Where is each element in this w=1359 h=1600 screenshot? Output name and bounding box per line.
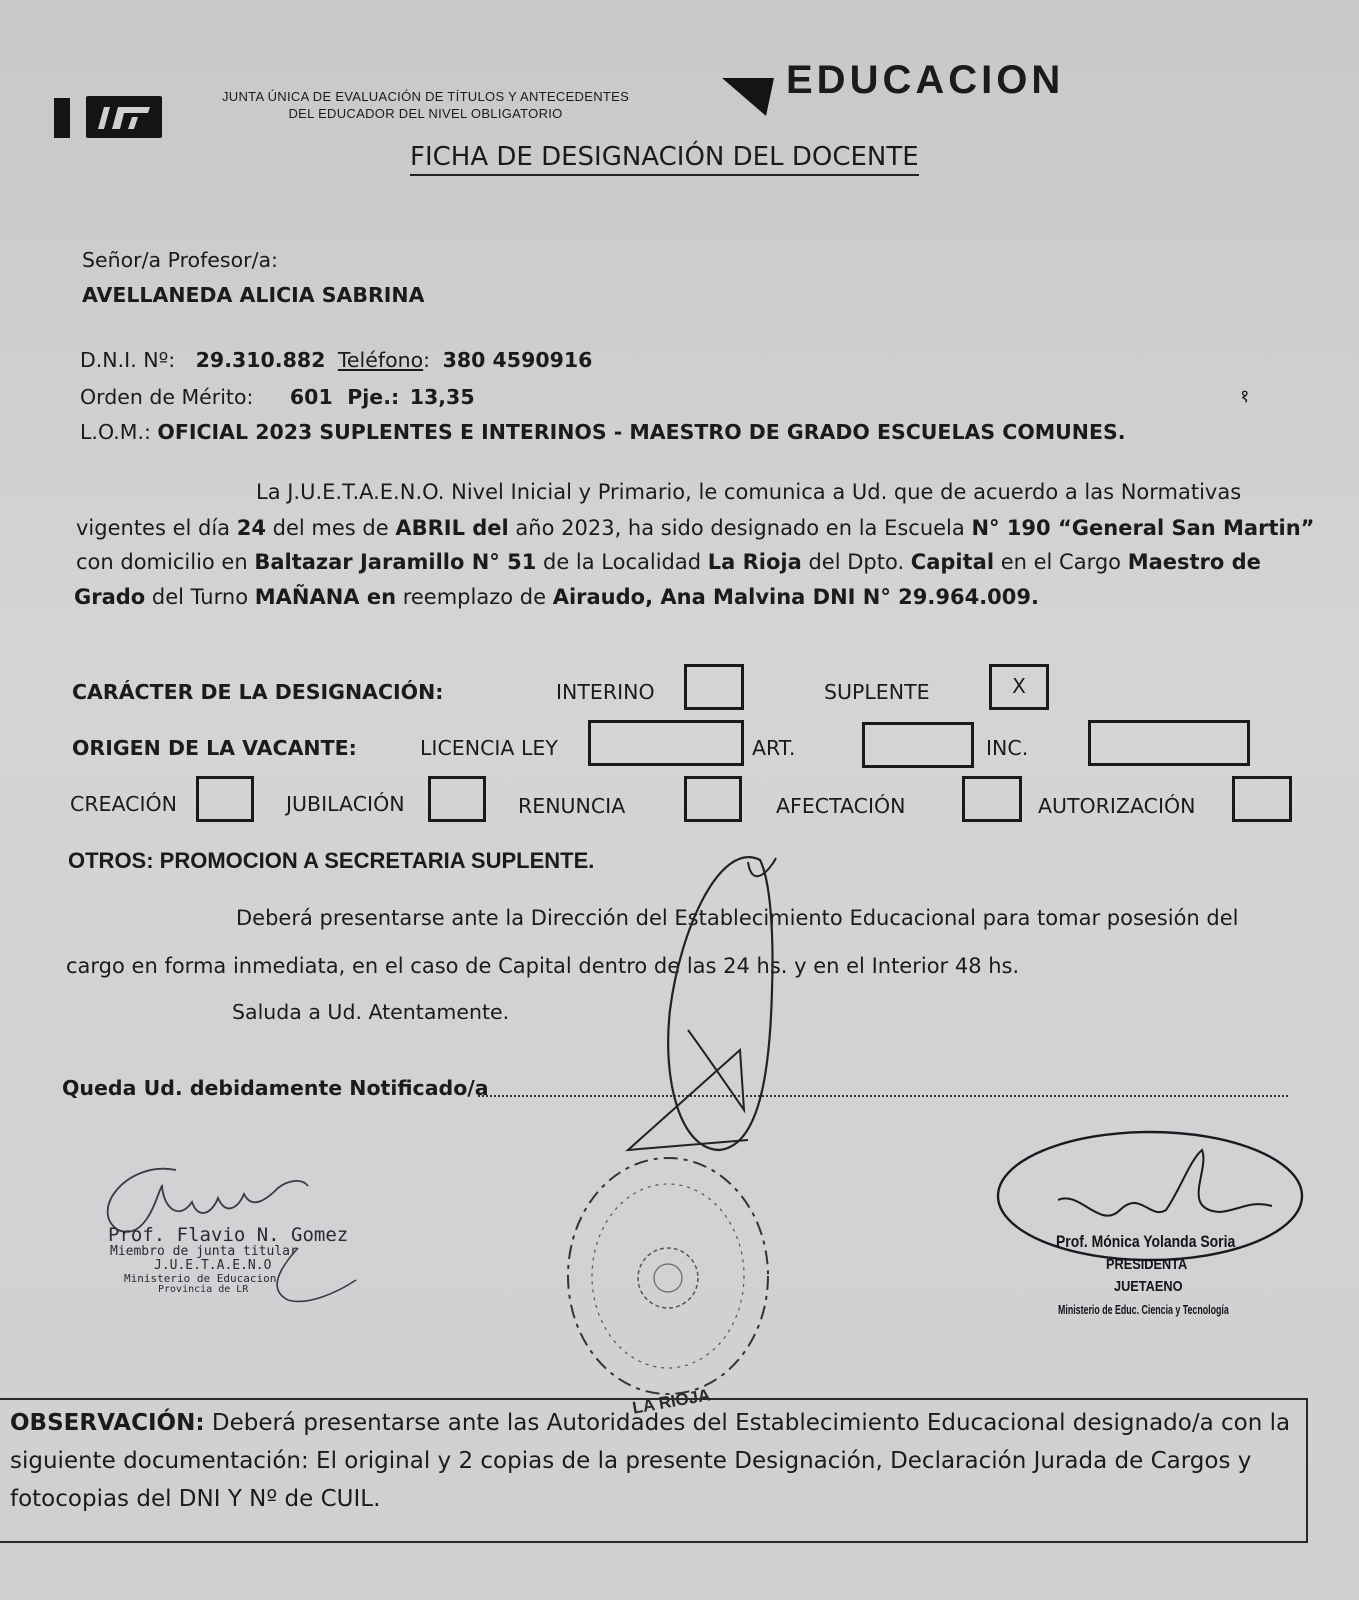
dni-value: 29.310.882 [195, 348, 326, 372]
merit-row [80, 385, 475, 409]
closing-line-2: cargo en forma inmediata, en el caso de Capital dentro de las 24 hs. y en el Interior 48 hs. [66, 954, 1020, 978]
closing-line-1: Deberá presentarse ante la Dirección del Establecimiento Educacional para tomar posesión del [236, 906, 1239, 930]
shift: MAÑANA en [254, 585, 397, 609]
logo-bar [54, 98, 70, 138]
junta-line-1: JUNTA ÚNICA DE EVALUACIÓN DE TÍTULOS Y ANTECEDENTES [222, 89, 630, 104]
suplente-mark: X [1012, 674, 1026, 698]
jubilacion-box [428, 776, 486, 822]
signer-left-name: Prof. Flavio N. Gomez [108, 1224, 349, 1246]
otros-line: OTROS: PROMOCION A SECRETARIA SUPLENTE. [68, 848, 595, 873]
school-address: Baltazar Jaramillo N° 51 [254, 550, 537, 574]
text-run: vigentes el día [76, 516, 237, 540]
afectacion-label: AFECTACIÓN [776, 794, 906, 818]
text-run: reemplazo de [396, 585, 553, 609]
page-title: FICHA DE DESIGNACIÓN DEL DOCENTE [410, 142, 919, 176]
designation-day: 24 [236, 516, 266, 540]
dni-label: D.N.I. Nº: [80, 348, 176, 372]
lom-value: OFICIAL 2023 SUPLENTES E INTERINOS - MAESTRO DE GRADO ESCUELAS COMUNES. [157, 420, 1126, 444]
stamp-text: LA RIOJA [630, 1385, 712, 1418]
observation-box [0, 1398, 1308, 1543]
phone-label: Teléfono [337, 348, 424, 372]
junta-heading [222, 88, 629, 122]
body-line-1: La J.U.E.T.A.E.N.O. Nivel Inicial y Primario, le comunica a Ud. que de acuerdo a las Normativas [256, 480, 1242, 504]
suplente-label: SUPLENTE [824, 680, 930, 704]
school-name: N° 190 “General San Martin” [971, 516, 1315, 540]
interino-label: INTERINO [556, 680, 655, 704]
handwritten-signature-center [620, 850, 790, 1170]
text-run: de la Localidad [536, 550, 708, 574]
creacion-box [196, 776, 254, 822]
licencia-label: LICENCIA LEY [420, 736, 558, 760]
caracter-label: CARÁCTER DE LA DESIGNACIÓN: [72, 680, 444, 704]
signer-right-org: JUETAENO [1114, 1278, 1183, 1295]
text-run: del [472, 516, 509, 540]
observation-body: Deberá presentarse ante las Autoridades del Establecimiento Educacional designado/a con la siguiente documentación: El original y 2 copias de la presente Designación, Declaración Jurada de Cargos y fotocopias del DNI Y Nº de CUIL. [10, 1410, 1291, 1512]
renuncia-box [684, 776, 742, 822]
signer-right-name: Prof. Mónica Yolanda Soria [1056, 1232, 1236, 1251]
department: Capital [910, 550, 995, 574]
autorizacion-box [1232, 776, 1292, 822]
signer-left-ministry: Ministerio de Educacion [124, 1272, 277, 1285]
body-line-4 [74, 585, 1039, 609]
creacion-label: CREACIÓN [70, 792, 178, 816]
dni-row [80, 348, 592, 372]
merit-label: Orden de Mérito: [80, 385, 254, 409]
ministry-triangle-icon [722, 78, 774, 116]
text-run: año 2023, ha sido designado en la Escuela [508, 516, 972, 540]
position: Maestro de [1127, 550, 1261, 574]
round-stamp-icon [560, 1150, 780, 1410]
lom-row [80, 420, 1126, 444]
position-cont: Grado [74, 585, 146, 609]
merit-value: 601 [289, 385, 333, 409]
designation-month: ABRIL [395, 516, 473, 540]
text-run: del mes de [265, 516, 396, 540]
observation-text [0, 1400, 1306, 1518]
replacement: Airaudo, Ana Malvina DNI N° 29.964.009. [552, 585, 1039, 609]
text-run: del Dpto. [801, 550, 911, 574]
salutation: Señor/a Profesor/a: [82, 248, 278, 272]
phone-colon: : [423, 348, 431, 372]
signer-right-ministry: Ministerio de Educ. Ciencia y Tecnología [1058, 1302, 1229, 1317]
observation-label: OBSERVACIÓN: [10, 1410, 205, 1436]
margin-mark: १ [1240, 386, 1250, 407]
junta-line-2: DEL EDUCADOR DEL NIVEL OBLIGATORIO [288, 106, 563, 121]
afectacion-box [962, 776, 1022, 822]
pje-value: 13,35 [409, 385, 475, 409]
notificado-line: Queda Ud. debidamente Notificado/a [62, 1076, 489, 1100]
phone-value: 380 4590916 [442, 348, 593, 372]
recipient-name: AVELLANEDA ALICIA SABRINA [82, 283, 425, 307]
renuncia-label: RENUNCIA [518, 794, 626, 818]
logo-mark-icon [94, 103, 154, 131]
lom-label: L.O.M.: [80, 420, 151, 444]
signature-dotted-line [478, 1095, 1288, 1097]
origen-label: ORIGEN DE LA VACANTE: [72, 736, 357, 760]
text-run: en el Cargo [994, 550, 1128, 574]
suplente-checkbox [989, 664, 1049, 710]
inc-label: INC. [986, 736, 1029, 760]
text-run: del Turno [145, 585, 255, 609]
pje-label: Pje.: [347, 385, 400, 409]
signer-right-role: PRESIDENTA [1106, 1256, 1188, 1273]
body-line-2 [76, 516, 1314, 540]
body-line-3 [76, 550, 1261, 574]
saluda-line: Saluda a Ud. Atentamente. [232, 1000, 510, 1024]
text-run: con domicilio en [76, 550, 255, 574]
signer-left-role: Miembro de junta titular [110, 1244, 298, 1259]
ministry-word: EDUCACION [786, 58, 1065, 102]
interino-checkbox [684, 664, 744, 710]
jubilacion-label: JUBILACIÓN [286, 792, 405, 816]
locality: La Rioja [707, 550, 802, 574]
autorizacion-label: AUTORIZACIÓN [1038, 794, 1196, 818]
signer-left-org: J.U.E.T.A.E.N.O [154, 1258, 272, 1273]
licencia-box [588, 720, 744, 766]
art-box [862, 722, 974, 768]
signer-left-province: Provincia de LR [158, 1284, 249, 1295]
inc-box [1088, 720, 1250, 766]
jueta-logo [86, 96, 162, 138]
art-label: ART. [752, 736, 796, 760]
